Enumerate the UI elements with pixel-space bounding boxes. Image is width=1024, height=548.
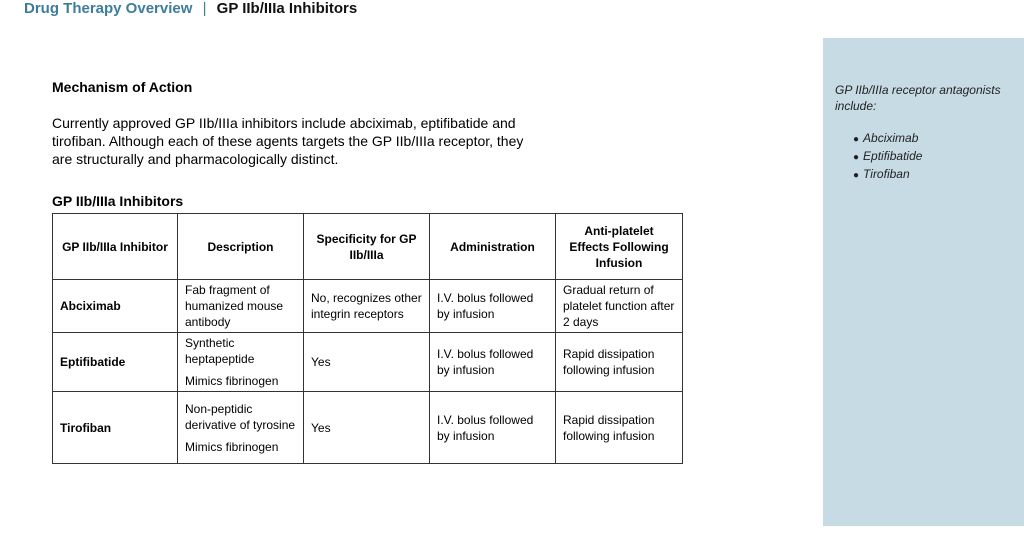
column-header-effects: Anti-platelet Effects Following Infusion — [556, 214, 683, 280]
effects-cell: Rapid dissipation following infusion — [556, 333, 683, 392]
table-row — [53, 333, 683, 392]
table-row — [53, 280, 683, 333]
specificity-cell: Yes — [304, 392, 430, 464]
description-text: Fab fragment of humanized mouse antibody — [185, 283, 284, 329]
inhibitor-table — [52, 213, 683, 464]
header-topic: GP IIb/IIIa Inhibitors — [216, 0, 358, 17]
table-row — [53, 392, 683, 464]
specificity-cell: Yes — [304, 333, 430, 392]
administration-cell: I.V. bolus followed by infusion — [430, 333, 556, 392]
sidebar-intro: GP IIb/IIIa receptor antagonists include: — [835, 83, 1001, 113]
description-extra: Mimics fibrinogen — [185, 374, 279, 388]
inhibitor-name: Eptifibatide — [53, 333, 178, 392]
description-extra: Mimics fibrinogen — [185, 439, 279, 454]
inhibitor-name: Tirofiban — [53, 392, 178, 464]
column-header-administration: Administration — [430, 214, 556, 280]
mechanism-title: Mechanism of Action — [52, 79, 193, 95]
sidebar-item: ● Abciximab — [853, 130, 922, 148]
administration-cell: I.V. bolus followed by infusion — [430, 392, 556, 464]
header-brand: Drug Therapy Overview — [24, 0, 193, 17]
sidebar-item: ● Tirofiban — [853, 166, 922, 184]
header-separator: | — [202, 0, 207, 17]
inhibitor-name: Abciximab — [53, 280, 178, 333]
page-header — [24, 0, 357, 18]
description-cell — [178, 392, 304, 464]
description-cell — [178, 280, 304, 333]
column-header-description: Description — [178, 214, 304, 280]
administration-cell: I.V. bolus followed by infusion — [430, 280, 556, 333]
sidebar-list — [853, 130, 922, 184]
column-header-specificity: Specificity for GP IIb/IIIa — [304, 214, 430, 280]
table-title: GP IIb/IIIa Inhibitors — [52, 193, 184, 209]
sidebar-panel — [823, 38, 1024, 526]
effects-cell: Rapid dissipation following infusion — [556, 392, 683, 464]
table-header-row — [53, 214, 683, 280]
specificity-cell: No, recognizes other integrin receptors — [304, 280, 430, 333]
sidebar-item: ● Eptifibatide — [853, 148, 922, 166]
effects-cell: Gradual return of platelet function after 2 days — [556, 280, 683, 333]
description-text: Non-peptidic derivative of tyrosine — [185, 401, 296, 432]
mechanism-body: Currently approved GP IIb/IIIa inhibitors include abciximab, eptifibatide and tirofiban. Although each of these agents targets the GP IIb/IIIa receptor, they are structurally and pharmacologically distinct. — [52, 115, 524, 167]
column-header-inhibitor: GP IIb/IIIa Inhibitor — [53, 214, 178, 280]
description-text: Synthetic heptapeptide — [185, 336, 255, 366]
description-cell — [178, 333, 304, 392]
